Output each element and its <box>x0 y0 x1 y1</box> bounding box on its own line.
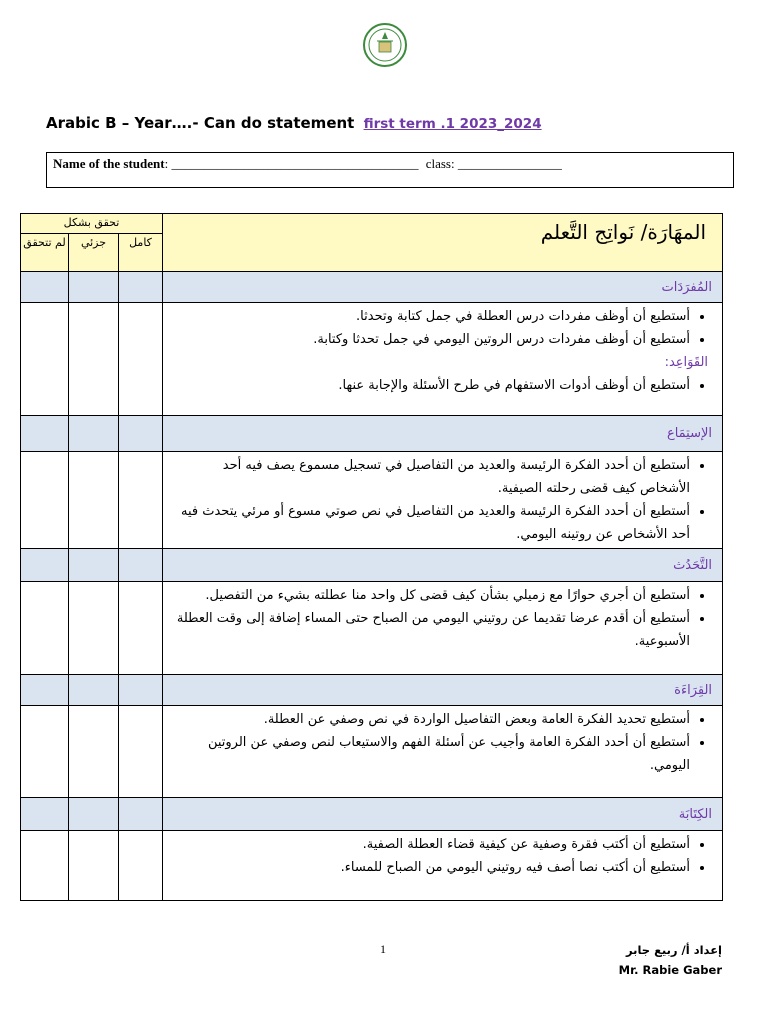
list-item: • أستطيع أن أكتب نصا أصف فيه روتيني اليومي من الصباح للمساء. <box>169 856 690 879</box>
col-not-achieved: لم تتحقق <box>21 234 69 272</box>
section-row-listening <box>21 416 723 452</box>
student-name-line: : ______________________________________ <box>164 156 419 171</box>
content-row-reading <box>21 706 723 798</box>
title-main: Arabic B – Year….- Can do statement <box>46 114 355 132</box>
achieved-group-header: تحقق بشكل <box>21 214 163 234</box>
section-title-reading: القِرَاءَة <box>163 675 723 706</box>
list-item: • أستطيع أن أوظف مفردات درس الروتين اليومي في جمل تحدثا وكتابة. <box>169 328 690 351</box>
check-not-reading[interactable] <box>21 675 69 706</box>
title-term: first term .1 2023_2024 <box>363 116 542 132</box>
cell-full-listening[interactable] <box>119 452 163 549</box>
cell-not-speaking[interactable] <box>21 582 69 675</box>
cell-not-writing[interactable] <box>21 831 69 901</box>
check-not-speaking[interactable] <box>21 549 69 582</box>
check-not-vocab[interactable] <box>21 272 69 303</box>
section-row-reading <box>21 675 723 706</box>
check-full-vocab[interactable] <box>119 272 163 303</box>
document-title <box>46 114 542 132</box>
list-item: • أستطيع أن أحدد الفكرة الرئيسة والعديد من التفاصيل في نص صوتي مسوع أو مرئي يتحدث فيه أحد الأشخاص عن روتينه اليومي. <box>169 500 690 546</box>
cell-not-vocab[interactable] <box>21 303 69 416</box>
content-vocab <box>163 303 723 416</box>
student-info-box <box>46 152 734 188</box>
check-partial-speaking[interactable] <box>69 549 119 582</box>
check-full-listening[interactable] <box>119 416 163 452</box>
check-partial-writing[interactable] <box>69 798 119 831</box>
section-title-listening: الإستِمَاع <box>163 416 723 452</box>
header-row-top <box>21 214 723 234</box>
prepared-by: إعداد أ/ ربيع جابر <box>625 943 722 957</box>
list-item: • أستطيع تحديد الفكرة العامة وبعض التفاصيل الواردة في نص وصفي عن العطلة. <box>169 708 690 731</box>
content-speaking <box>163 582 723 675</box>
class-label: class: <box>425 156 455 171</box>
list-item: • أستطيع أن أقدم عرضا تقديما عن روتيني اليومي من الصباح حتى المساء إضافة إلى وقت العطلة الأسبوعية. <box>169 607 690 653</box>
cell-not-listening[interactable] <box>21 452 69 549</box>
content-listening <box>163 452 723 549</box>
list-item: • أستطيع أن أوظف مفردات درس العطلة في جمل كتابة وتحدثا. <box>169 305 690 328</box>
content-reading <box>163 706 723 798</box>
check-full-reading[interactable] <box>119 675 163 706</box>
content-writing <box>163 831 723 901</box>
list-item: • أستطيع أن أجري حوارًا مع زميلي بشأن كيف قضى كل واحد منا عطلته بشيء من التفصيل. <box>169 584 690 607</box>
cell-partial-listening[interactable] <box>69 452 119 549</box>
cell-full-speaking[interactable] <box>119 582 163 675</box>
can-do-table <box>20 213 723 901</box>
list-item: • أستطيع أن أحدد الفكرة العامة وأجيب عن أسئلة الفهم والاستيعاب لنص وصفي عن الروتين اليومي. <box>169 731 690 777</box>
cell-full-reading[interactable] <box>119 706 163 798</box>
cell-full-writing[interactable] <box>119 831 163 901</box>
cell-partial-writing[interactable] <box>69 831 119 901</box>
cell-partial-vocab[interactable] <box>69 303 119 416</box>
skill-header: المهَارَة/ نَواتِج التَّعلم <box>163 214 723 272</box>
check-partial-listening[interactable] <box>69 416 119 452</box>
check-not-listening[interactable] <box>21 416 69 452</box>
page-number: 1 <box>380 942 386 956</box>
author-name: Mr. Rabie Gaber <box>618 963 722 977</box>
section-row-speaking <box>21 549 723 582</box>
content-row-writing <box>21 831 723 901</box>
col-partial: جزئي <box>69 234 119 272</box>
check-full-speaking[interactable] <box>119 549 163 582</box>
list-item: • أستطيع أن أحدد الفكرة الرئيسة والعديد من التفاصيل في تسجيل مسموع يصف فيه أحد الأشخاص كيف قضى رحلته الصيفية. <box>169 454 690 500</box>
cell-full-vocab[interactable] <box>119 303 163 416</box>
section-title-grammar: القَوَاعِد: <box>664 355 709 370</box>
section-title-writing: الكِتَابَة <box>163 798 723 831</box>
list-item: • أستطيع أن أكتب فقرة وصفية عن كيفية قضاء العطلة الصفية. <box>169 833 690 856</box>
section-row-vocab <box>21 272 723 303</box>
cell-partial-speaking[interactable] <box>69 582 119 675</box>
class-line: ________________ <box>457 156 562 171</box>
content-row-listening <box>21 452 723 549</box>
check-not-writing[interactable] <box>21 798 69 831</box>
author-signature <box>619 940 722 980</box>
check-partial-reading[interactable] <box>69 675 119 706</box>
content-row-speaking <box>21 582 723 675</box>
school-logo <box>362 22 408 68</box>
student-name-label: Name of the student <box>53 156 165 171</box>
section-title-vocab: المُفرَدَات <box>163 272 723 303</box>
check-full-writing[interactable] <box>119 798 163 831</box>
cell-not-reading[interactable] <box>21 706 69 798</box>
content-row-vocab <box>21 303 723 416</box>
section-row-writing <box>21 798 723 831</box>
list-item: • أستطيع أن أوظف أدوات الاستفهام في طرح الأسئلة والإجابة عنها. <box>169 374 690 397</box>
cell-partial-reading[interactable] <box>69 706 119 798</box>
check-partial-vocab[interactable] <box>69 272 119 303</box>
section-title-speaking: التَّحَدُث <box>163 549 723 582</box>
col-full: كامل <box>119 234 163 272</box>
